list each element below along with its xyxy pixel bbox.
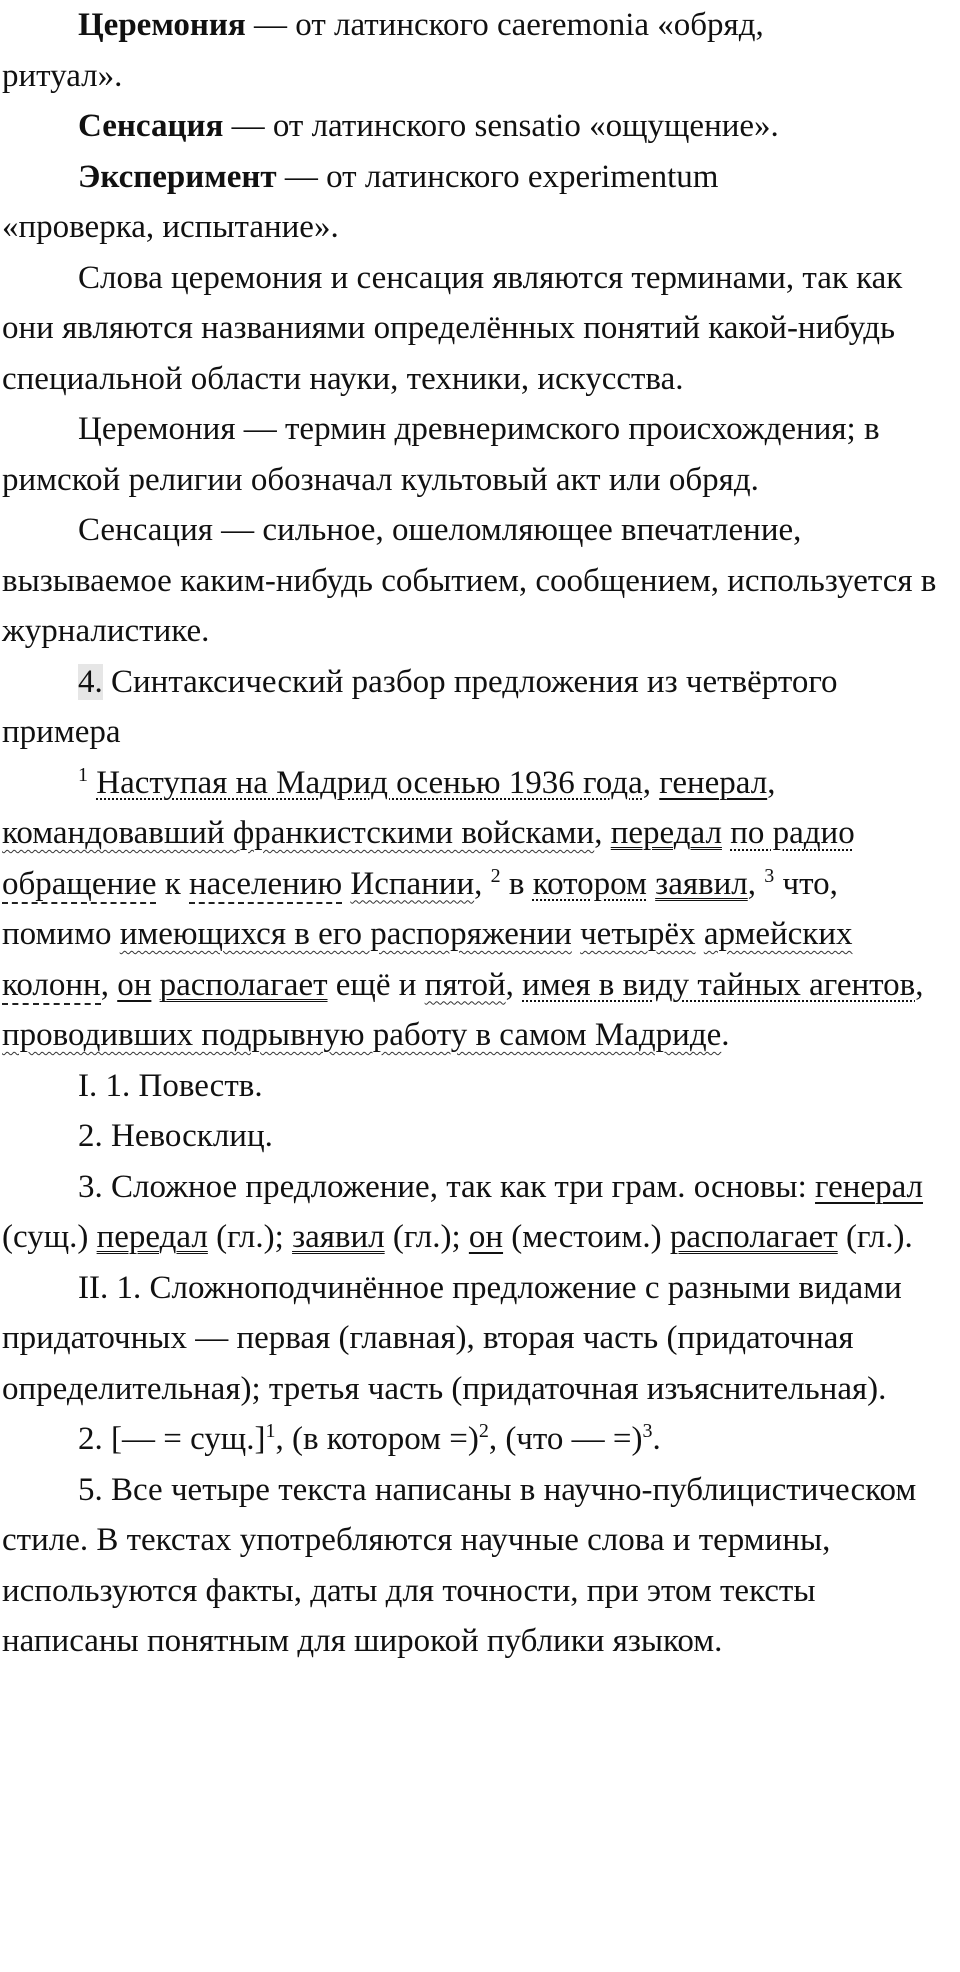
analysis-structure: II. 1. Сложноподчинённое предложение с разными видами придаточных — первая (главная), вторая часть (придаточная определительная); третья часть (придаточная изъяснительная). [2, 1269, 902, 1407]
attribute-four: четырёх [580, 916, 696, 952]
scheme-part: , (что — =) [488, 1421, 643, 1457]
pos-label: (местоим.) [503, 1219, 670, 1255]
adverbial-participle-phrase: Наступая на Мадрид осенью 1936 года [96, 764, 643, 801]
predicate-word: передал [96, 1219, 208, 1255]
definition-experiment [2, 152, 950, 253]
predicate-stated: заявил [655, 865, 748, 902]
preposition: к [156, 865, 190, 902]
scheme-part: . [652, 1421, 661, 1457]
preposition: в [500, 865, 533, 902]
analysis-line-1: I. 1. Повеств. [78, 1067, 263, 1104]
particle-text: ещё и [327, 966, 425, 1003]
pos-label: (гл.); [207, 1219, 293, 1255]
attribute-army: армейских [703, 916, 853, 952]
pos-label: (гл.); [384, 1219, 469, 1255]
pos-label: (сущ.) [2, 1219, 97, 1255]
subject-word: он [468, 1219, 504, 1255]
object-population: населению [189, 865, 343, 902]
analysis-line-2: 2. Невосклиц. [78, 1118, 273, 1154]
parsed-sentence: $^1$ Наступая на Мадрид осенью 1936 года, генерал, командовавший франкистскими войсками, передал по радио обращение к населению Испании, $^2$ в котором заявил, $^3$ что, помимо имеющихся в его распоряжении четырёх армейских колонн, он располагает ещё и пятой, имея в виду тайных агентов, проводивших подрывную работу в самом Мадриде. [2, 763, 924, 1053]
predicate-word: располагает [669, 1219, 838, 1255]
paragraph-syntax-heading [2, 657, 950, 758]
part-marker-3: 3 [764, 864, 775, 887]
scheme-marker: 1 [265, 1420, 276, 1442]
predicate-has: располагает [159, 966, 328, 1003]
adverbial-which: котором [532, 865, 647, 902]
term-ceremony: Церемония [78, 7, 246, 43]
item-number: 4. [78, 663, 103, 700]
term-sensation: Сенсация [78, 108, 224, 144]
scheme-part: 2. [— = сущ.] [78, 1421, 266, 1457]
predicate-passed: передал [610, 815, 722, 851]
definition-ceremony [2, 0, 950, 101]
part-marker-1: 1 [78, 763, 88, 786]
scheme-part: , (в котором =) [275, 1421, 479, 1457]
pos-label: (гл.). [837, 1219, 913, 1255]
definition-text-cont: ритуал». [2, 57, 123, 94]
scheme-marker: 3 [642, 1420, 653, 1442]
style-paragraph: 5. Все четыре текста написаны в научно-публицистическом стиле. В текстах употребляются научные слова и термины, используются факты, даты для точности, при этом тексты написаны понятным для широкой публики языком. [2, 1471, 917, 1659]
predicate-word: заявил [292, 1219, 385, 1255]
definition-text-cont: «проверка, испытание». [2, 209, 339, 245]
object-fifth: пятой [424, 966, 506, 1003]
analysis-text: 3. Сложное предложение, так как три грам. основы: [78, 1168, 816, 1205]
adverbial-radio: по радио [730, 815, 855, 851]
subject-word: генерал [815, 1168, 923, 1205]
object-appeal: обращение [2, 865, 157, 902]
participle-conducting: проводивших подрывную работу в самом Мадриде [2, 1017, 722, 1053]
sentence-scheme [2, 1414, 950, 1465]
paragraph-sensation: Сенсация — сильное, ошеломляющее впечатление, вызываемое каким-нибудь событием, сообщением, используется в журналистике. [2, 512, 937, 649]
scheme-marker: 2 [478, 1420, 489, 1442]
attribute-spain: Испании [350, 865, 475, 902]
heading-text: Синтаксический разбор предложения из четвёртого примера [2, 663, 838, 750]
adverbial-phrase-meaning: имея в виду тайных агентов [522, 966, 916, 1003]
paragraph-ceremony: Церемония — термин древнеримского происхождения; в римской религии обозначал культовый акт или обряд. [2, 411, 880, 498]
subject-he: он [117, 966, 152, 1003]
term-experiment: Эксперимент [78, 158, 277, 195]
definition-text: — от латинского experimentum [276, 158, 719, 195]
paragraph-terms: Слова церемония и сенсация являются терминами, так как они являются названиями определённых понятий какой-нибудь специальной области науки, техники, искусства. [2, 259, 903, 397]
analysis-line-3 [2, 1162, 950, 1263]
participle-phrase: командовавший франкистскими войсками [2, 815, 595, 851]
subject-general: генерал [659, 764, 768, 801]
part-marker-2: 2 [490, 864, 501, 887]
definition-sensation [2, 101, 950, 152]
object-columns: колонн [2, 966, 101, 1003]
definition-text: — от латинского sensatio «ощущение». [223, 108, 779, 144]
participle-having: имеющихся в его распоряжении [119, 916, 572, 952]
conjunction-text: что, помимо [2, 865, 838, 952]
definition-text: — от латинского caeremonia «обряд, [245, 7, 764, 43]
